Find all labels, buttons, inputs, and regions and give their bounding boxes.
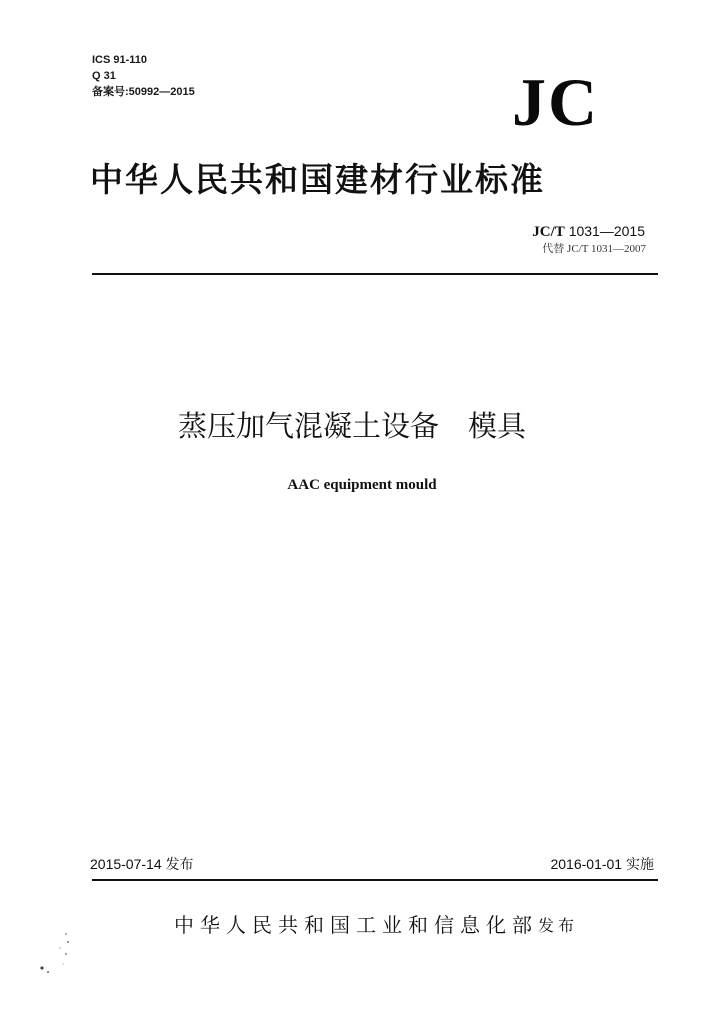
publisher-name: 中华人民共和国工业和信息化部: [174, 913, 538, 937]
record-number: 备案号:50992—2015: [92, 86, 195, 98]
standard-code-prefix: JC/T: [532, 224, 565, 240]
scan-specks: [30, 920, 80, 990]
jc-logo: JC: [512, 64, 600, 140]
implementation-date: 2016-01-01 实施: [550, 856, 654, 872]
q-code: Q 31: [92, 70, 116, 82]
standard-code-number: 1031—2015: [568, 223, 645, 239]
document-title-english: AAC equipment mould: [287, 477, 437, 493]
standard-code: [532, 222, 646, 241]
standard-code-block: [532, 222, 646, 257]
replaces-standard: 代替 JC/T 1031—2007: [542, 243, 646, 255]
classification-block: [92, 52, 195, 100]
industry-standard-title: 中华人民共和国建材行业标准: [90, 160, 545, 199]
publish-label: 发布: [538, 916, 579, 935]
issue-date: 2015-07-14 发布: [90, 856, 194, 872]
ics-code: ICS 91-110: [92, 54, 148, 66]
document-title-chinese: 蒸压加气混凝土设备 模具: [178, 409, 527, 443]
header-divider: [92, 273, 658, 275]
footer-divider: [92, 879, 658, 881]
